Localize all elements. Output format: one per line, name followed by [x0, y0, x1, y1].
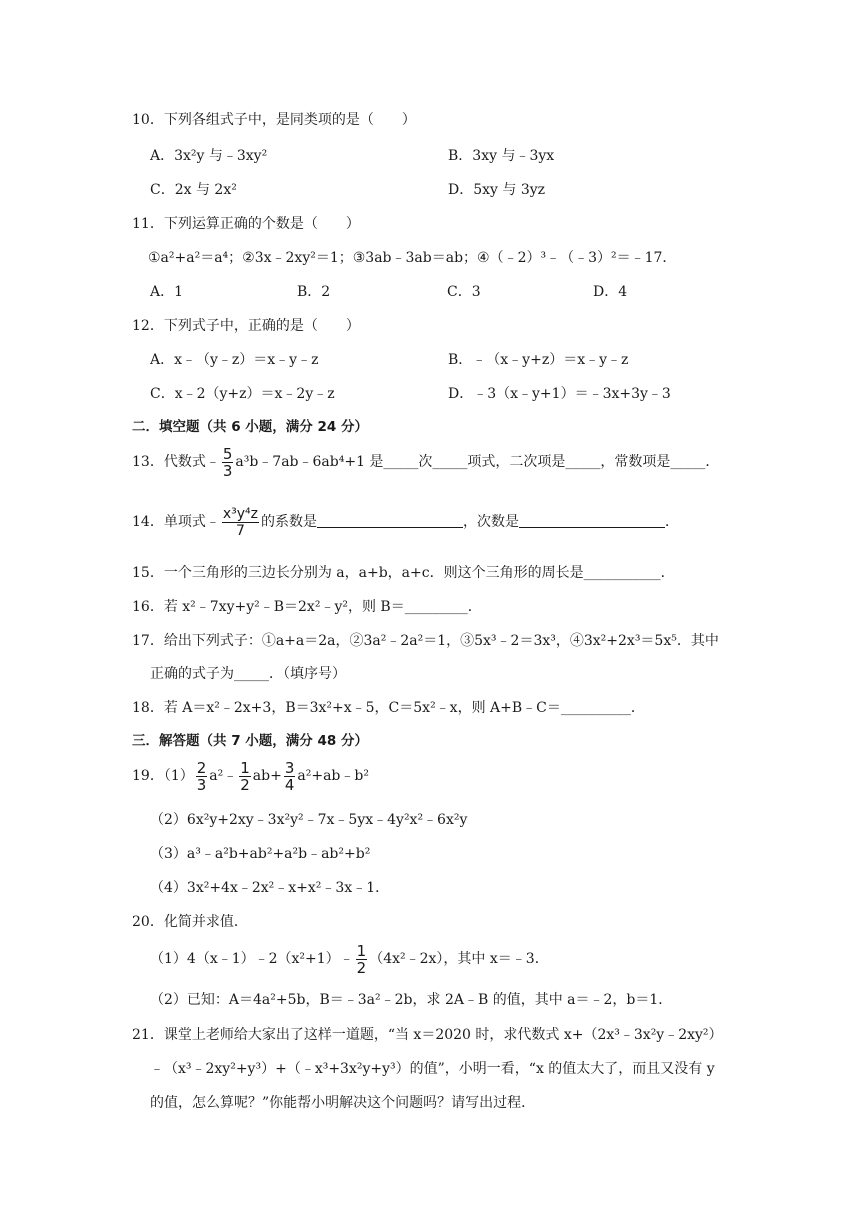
q20-part1-b: （4x²﹣2x），其中 x＝﹣3． — [369, 951, 549, 967]
q19-frac-1 — [196, 760, 208, 793]
q19-part4: （4）3x²+4x﹣2x²﹣x+x²﹣3x﹣1． — [150, 880, 390, 896]
q11-option-d: D．4 — [593, 284, 628, 300]
q19-frac-2-den: 2 — [240, 775, 250, 794]
q13-frac-den: 3 — [222, 461, 233, 480]
q11-option-c: C．3 — [447, 284, 481, 300]
q17-line2: 正确的式子为_____．（填序号） — [150, 666, 346, 682]
q13-rest: a³b﹣7ab﹣6ab⁴+1 是_____次_____项式，二次项是_____，常数项是_____． — [235, 454, 720, 470]
q10-option-b: B．3xy 与﹣3yx — [448, 148, 555, 164]
q14 — [132, 502, 860, 542]
q10-option-c: C．2x 与 2x² — [150, 182, 237, 198]
q19-term-3: a²+ab﹣b² — [297, 768, 369, 784]
q15: 15．一个三角形的三边长分别为 a，a+b，a+c．则这个三角形的周长是___________． — [132, 565, 675, 581]
q13-frac-num: 5 — [222, 444, 233, 463]
q19-frac-3 — [284, 760, 296, 793]
q19-frac-1-den: 3 — [196, 775, 207, 794]
q20-frac-den: 2 — [356, 958, 367, 977]
q19-frac-2 — [239, 760, 251, 793]
q13-fraction — [222, 446, 234, 479]
q18: 18．若 A＝x²﹣2x+3，B＝3x²+x﹣5，C＝5x²﹣x，则 A+B﹣C＝__________． — [132, 700, 645, 716]
q19-frac-1-num: 2 — [196, 758, 207, 777]
q19-frac-2-num: 1 — [240, 758, 250, 777]
q13-prefix: 13．代数式﹣ — [132, 454, 220, 470]
q19-frac-3-num: 3 — [284, 758, 295, 777]
q14-prefix: 14．单项式﹣ — [132, 514, 220, 530]
q20-part1 — [150, 940, 860, 978]
q20-frac-num: 1 — [356, 941, 367, 960]
q21-line2: ﹣（x³﹣2xy²+y³）+（﹣x³+3x²y+y³）的值”，小明一看，“x 的值太大了，而且又没有 y — [150, 1061, 715, 1077]
q10-option-a: A．3x²y 与﹣3xy² — [150, 148, 268, 164]
q10-option-d: D．5xy 与 3yz — [448, 182, 546, 198]
q14-fraction — [222, 506, 259, 539]
q19-part3: （3）a³﹣a²b+ab²+a²b﹣ab²+b² — [150, 846, 371, 862]
q20-stem: 20．化简并求值． — [132, 914, 248, 930]
q12-stem: 12．下列式子中，正确的是（ ） — [132, 318, 360, 334]
q19-term-1: a²﹣ — [209, 768, 238, 784]
q21-line3: 的值，怎么算呢？”你能帮小明解决这个问题吗？请写出过程． — [150, 1095, 536, 1111]
q19-frac-3-den: 4 — [284, 775, 295, 794]
q12-option-a: A．x﹣（y﹣z）＝x﹣y﹣z — [150, 352, 319, 368]
q14-blank-coefficient — [317, 513, 463, 528]
q14-mid: 的系数是 — [260, 514, 317, 530]
q12-option-c: C．x﹣2（y+z）＝x﹣2y﹣z — [150, 386, 335, 402]
q20-part1-a: （1）4（x﹣1）﹣2（x²+1）﹣ — [150, 951, 354, 967]
q14-mid2: ，次数是 — [462, 514, 519, 530]
q11-option-a: A．1 — [150, 284, 184, 300]
q16: 16．若 x²﹣7xy+y²﹣B＝2x²﹣y²，则 B＝_________． — [132, 599, 482, 615]
q14-blank-degree — [519, 513, 665, 528]
q10-stem: 10．下列各组式子中，是同类项的是（ ） — [132, 112, 416, 128]
q21-line1: 21．课堂上老师给大家出了这样一道题，“当 x＝2020 时，求代数式 x+（2x³﹣3x²y﹣2xy²） — [132, 1027, 723, 1043]
q19-prefix: 19．（1） — [132, 768, 194, 784]
q12-option-d: D．﹣3（x﹣y+1）＝﹣3x+3y﹣3 — [448, 386, 671, 402]
section-3-heading: 三．解答题（共 7 小题，满分 48 分） — [132, 733, 368, 749]
q13 — [132, 444, 860, 480]
q19-part2: （2）6x²y+2xy﹣3x²y²﹣7x﹣5yx﹣4y²x²﹣6x²y — [150, 812, 468, 828]
q20-fraction — [356, 943, 368, 976]
section-2-heading: 二．填空题（共 6 小题，满分 24 分） — [132, 419, 368, 435]
q19-term-2: ab+ — [252, 768, 282, 784]
q14-frac-den: 7 — [235, 522, 245, 539]
q20-part2: （2）已知：A＝4a²+5b，B＝﹣3a²﹣2b，求 2A﹣B 的值，其中 a＝﹣2，b＝1． — [150, 992, 673, 1008]
q14-end: ． — [664, 514, 679, 530]
q11-body: ①a²+a²＝a⁴；②3x﹣2xy²＝1；③3ab﹣3ab＝ab；④（﹣2）³﹣（﹣3）²＝﹣17． — [148, 250, 677, 266]
q19-part1 — [132, 756, 860, 796]
q14-frac-num: x³y⁴z — [222, 505, 258, 522]
q11-option-b: B．2 — [297, 284, 331, 300]
q12-option-b: B．﹣（x﹣y+z）＝x﹣y﹣z — [448, 352, 629, 368]
q17-line1: 17．给出下列式子：①a+a＝2a，②3a²﹣2a²＝1，③5x³﹣2＝3x³，④3x²+2x³＝5x⁵．其中 — [132, 633, 719, 649]
q11-stem: 11．下列运算正确的个数是（ ） — [132, 216, 360, 232]
